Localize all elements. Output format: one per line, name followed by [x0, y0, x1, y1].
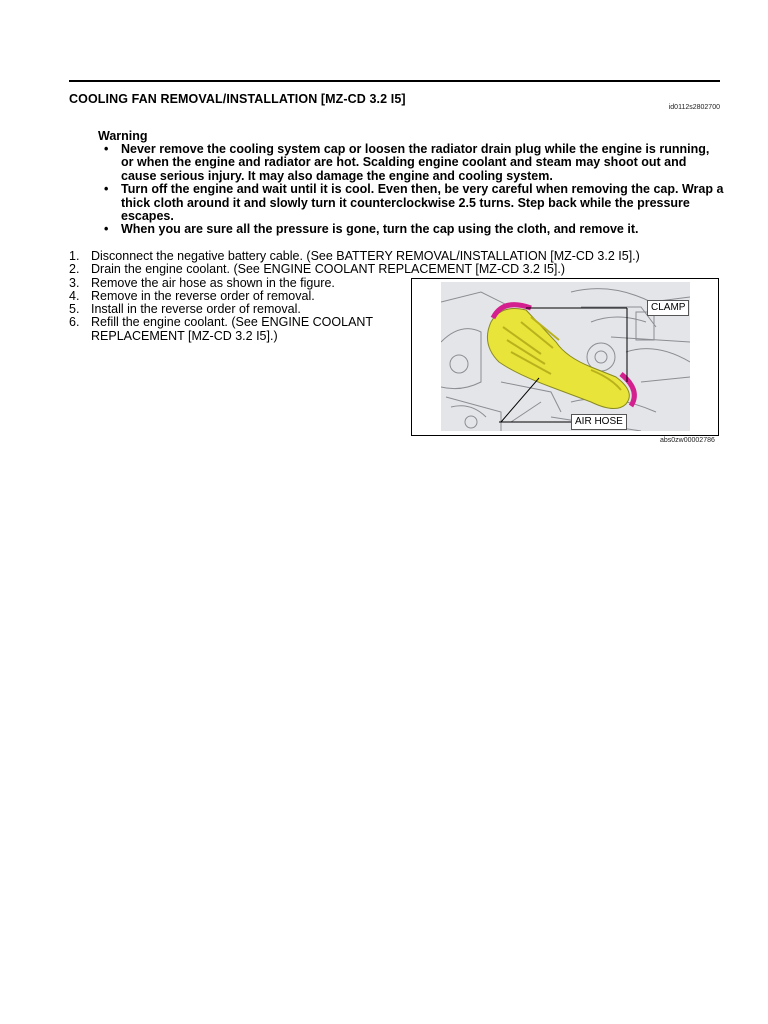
- figure-id: abs0zw00002786: [660, 437, 715, 444]
- step-item: [69, 250, 729, 263]
- step-number: 1.: [69, 249, 80, 263]
- step-number: 5.: [69, 302, 80, 317]
- step-item: [69, 277, 391, 290]
- header-rule: [69, 80, 720, 82]
- warning-item: • When you are sure all the pressure is gone, turn the cap using the cloth, and remove it.: [104, 223, 724, 236]
- step-number: 6.: [69, 315, 80, 330]
- clamp-callout: CLAMP: [647, 300, 689, 316]
- step-item: [69, 290, 391, 303]
- warning-item: • Never remove the cooling system cap or loosen the radiator drain plug while the engine is running, or when the engine and radiator are hot. Scalding engine coolant and steam may shoot out and cause serious injury. It may also damage the engine and cooling system.: [104, 143, 724, 183]
- document-id: id0112s2802700: [668, 104, 720, 111]
- step-text: Disconnect the negative battery cable. (See BATTERY REMOVAL/INSTALLATION [MZ-CD 3.2 I5].): [91, 249, 640, 263]
- step-number: 4.: [69, 288, 80, 303]
- step-number: 3.: [69, 275, 80, 290]
- step-item: [69, 303, 391, 316]
- step-item: [69, 316, 391, 343]
- warning-heading: Warning: [98, 129, 148, 143]
- step-text: Remove the air hose as shown in the figure.: [91, 275, 335, 290]
- step-item: [69, 263, 729, 276]
- step-number: 2.: [69, 262, 80, 277]
- step-text: Install in the reverse order of removal.: [91, 302, 301, 317]
- air-hose-callout: AIR HOSE: [571, 414, 627, 430]
- step-text: Refill the engine coolant. (See ENGINE COOLANT REPLACEMENT [MZ-CD 3.2 I5].): [91, 315, 373, 343]
- warning-list: [104, 143, 724, 237]
- page-title: COOLING FAN REMOVAL/INSTALLATION [MZ-CD 3.2 I5]: [69, 92, 406, 106]
- warning-item: • Turn off the engine and wait until it is cool. Even then, be very careful when removing the cap. Wrap a thick cloth around it and slowly turn it counterclockwise 2.5 turns. Step back while the pressure escapes.: [104, 183, 724, 223]
- step-text: Drain the engine coolant. (See ENGINE COOLANT REPLACEMENT [MZ-CD 3.2 I5].): [91, 262, 566, 277]
- step-text: Remove in the reverse order of removal.: [91, 288, 315, 303]
